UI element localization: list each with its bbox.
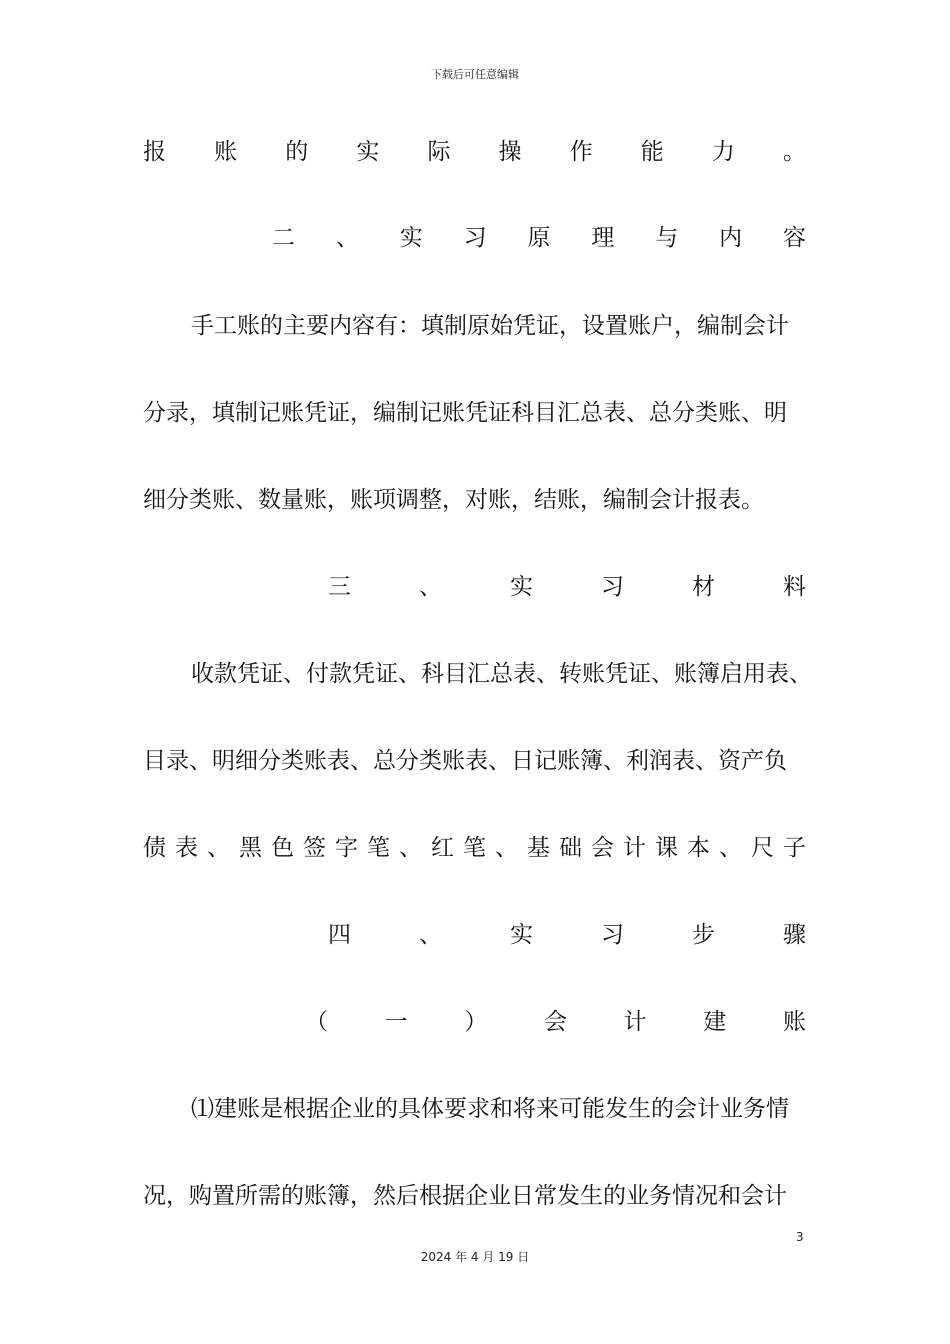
char: 的: [285, 139, 309, 165]
body-line-5: 细分类账、数量账，账项调整，对账，结账，编制会计报表。: [143, 487, 764, 513]
char: 理: [591, 225, 615, 251]
char: 计: [623, 835, 646, 861]
char: 会: [591, 835, 614, 861]
char: 材: [692, 574, 715, 600]
body-line-12: ⑴建账是根据企业的具体要求和将来可能发生的会计业务情: [191, 1096, 789, 1122]
char: 笔: [463, 835, 486, 861]
char: 步: [692, 922, 715, 948]
char: 红: [431, 835, 454, 861]
char: 实: [399, 225, 423, 251]
char: 实: [510, 574, 533, 600]
char: 本: [687, 835, 710, 861]
char: 建: [703, 1009, 727, 1035]
char: 计: [623, 1009, 647, 1035]
char: 作: [569, 139, 593, 165]
char: 习: [601, 922, 624, 948]
char: 力: [711, 139, 735, 165]
page-header: 下载后可任意编辑: [431, 68, 519, 81]
char: 色: [271, 835, 294, 861]
subsection-heading-1: [305, 1006, 806, 1038]
char: 习: [601, 574, 624, 600]
char: 课: [655, 835, 678, 861]
section-heading-2: [272, 222, 806, 254]
body-line-1: [143, 136, 806, 168]
page-footer-date: 2024 年 4 月 19 日: [420, 1250, 530, 1264]
char: 字: [335, 835, 358, 861]
char: 、: [207, 835, 230, 861]
page-number: 3: [796, 1230, 804, 1244]
char: 尺: [751, 835, 774, 861]
char: 际: [427, 139, 451, 165]
char: 、: [419, 574, 442, 600]
char: 内: [719, 225, 743, 251]
char: 操: [498, 139, 522, 165]
char: 表: [175, 835, 198, 861]
char: （: [305, 1009, 328, 1035]
char: 笔: [367, 835, 390, 861]
char: 四: [328, 922, 351, 948]
char: 骤: [783, 922, 806, 948]
char: 、: [335, 225, 359, 251]
body-line-8: 目录、明细分类账表、总分类账表、日记账簿、利润表、资产负: [143, 748, 787, 774]
char: 签: [303, 835, 326, 861]
char: 、: [399, 835, 422, 861]
char: 账: [214, 139, 238, 165]
char: 二: [272, 225, 295, 251]
char: 原: [527, 225, 551, 251]
char: ）: [464, 1009, 488, 1035]
char: 基: [527, 835, 550, 861]
section-heading-4: [328, 919, 806, 951]
char: 实: [510, 922, 533, 948]
char: 债: [143, 835, 166, 861]
char: 一: [384, 1009, 408, 1035]
char: 账: [782, 1009, 806, 1035]
section-heading-3: [328, 571, 806, 603]
char: 习: [463, 225, 487, 251]
char: 、: [719, 835, 742, 861]
char: 。: [782, 139, 806, 165]
char: 报: [143, 139, 166, 165]
char: 三: [328, 574, 351, 600]
char: 子: [783, 835, 806, 861]
char: 容: [783, 225, 806, 251]
char: 会: [543, 1009, 567, 1035]
char: 、: [495, 835, 518, 861]
body-line-7: 收款凭证、付款凭证、科目汇总表、转账凭证、账簿启用表、: [191, 661, 812, 687]
char: 与: [655, 225, 679, 251]
char: 料: [783, 574, 806, 600]
char: 能: [640, 139, 664, 165]
body-line-4: 分录，填制记账凭证，编制记账凭证科目汇总表、总分类账、明: [143, 400, 787, 426]
char: 、: [419, 922, 442, 948]
body-line-9: [143, 832, 806, 864]
char: 础: [559, 835, 582, 861]
char: 黑: [239, 835, 262, 861]
body-line-13: 况，购置所需的账簿，然后根据企业日常发生的业务情况和会计: [143, 1183, 787, 1209]
char: 实: [356, 139, 380, 165]
body-line-3: 手工账的主要内容有：填制原始凭证，设置账户，编制会计: [191, 313, 789, 339]
